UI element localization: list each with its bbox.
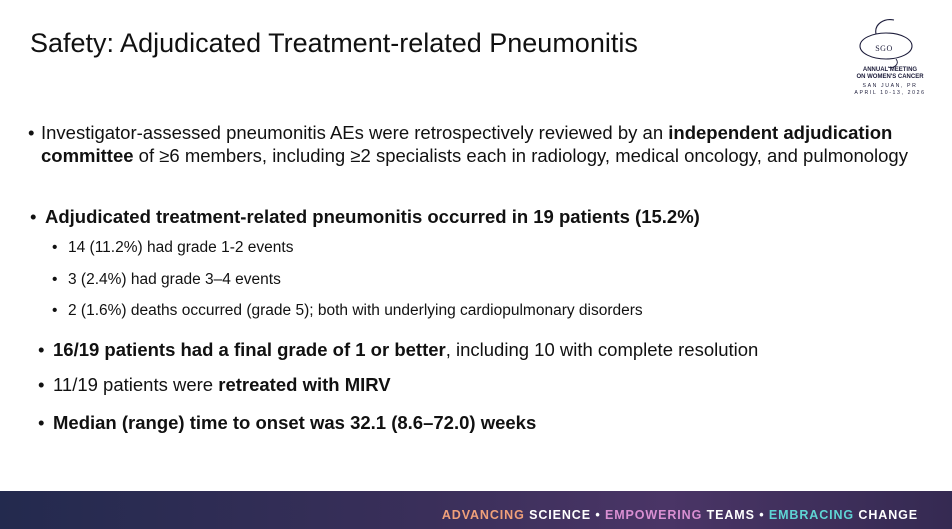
bullet-text xyxy=(38,373,928,396)
tagline-word: EMPOWERING xyxy=(605,508,703,522)
bullet-text-bold: independent adjudication committee xyxy=(41,122,893,166)
bullet-text-bold: Adjudicated treatment-related pneumonitis occurred in 19 patients (15.2%) xyxy=(45,206,700,227)
bullet-glyph: • xyxy=(30,206,37,227)
tagline-word: SCIENCE xyxy=(529,508,591,522)
bullet-text xyxy=(28,121,928,167)
bullet-adjudication xyxy=(28,121,928,167)
bullet-text-part: Investigator-assessed pneumonitis AEs were retrospectively reviewed by an xyxy=(41,122,669,143)
subbullet-grade-1-2 xyxy=(52,238,922,258)
bullet-text xyxy=(38,411,928,434)
bullet-glyph: • xyxy=(28,122,35,143)
bullet-glyph: • xyxy=(52,239,58,256)
bullet-text-bold: retreated with MIRV xyxy=(218,374,391,395)
bullet-glyph: • xyxy=(38,412,45,433)
subbullet-grade-5 xyxy=(52,301,922,321)
tagline-separator: • xyxy=(590,508,605,522)
tagline-word: EMBRACING xyxy=(768,508,855,522)
logo-dates: APRIL 10-13, 2026 xyxy=(854,90,926,96)
subbullet-text: 14 (11.2%) had grade 1-2 events xyxy=(68,239,294,256)
bullet-text-bold: Median (range) time to onset was 32.1 (8.6–72.0) weeks xyxy=(53,412,537,433)
slide-title: Safety: Adjudicated Treatment-related Pneumonitis xyxy=(30,28,638,58)
tagline-word: CHANGE xyxy=(858,508,918,522)
bullet-glyph: • xyxy=(38,339,45,360)
tagline-separator: • xyxy=(754,508,769,522)
bullet-text-part: of ≥6 members, including ≥2 specialists each in radiology, medical oncology, and pulmonology xyxy=(133,145,908,166)
bullet-glyph: • xyxy=(52,271,58,288)
bullet-glyph: • xyxy=(52,302,58,319)
bullet-text xyxy=(30,205,930,228)
logo-swirl-icon xyxy=(848,14,932,70)
bullet-text-part: 11/19 patients were xyxy=(53,374,219,395)
bullet-onset xyxy=(38,411,928,434)
tagline-word: ADVANCING xyxy=(441,508,525,522)
sgo-logo xyxy=(840,14,940,102)
subbullet-text: 2 (1.6%) deaths occurred (grade 5); both with underlying cardiopulmonary disorders xyxy=(68,302,643,319)
logo-place-text xyxy=(840,83,940,97)
subbullet-grade-3-4 xyxy=(52,270,922,290)
tagline-word: TEAMS xyxy=(706,508,755,522)
bullet-glyph: • xyxy=(38,374,45,395)
bullet-text-part: , including 10 with complete resolution xyxy=(445,339,759,360)
logo-line2: ON WOMEN'S CANCER xyxy=(856,73,924,80)
logo-meeting-text xyxy=(840,67,940,80)
bullet-final-grade xyxy=(38,338,928,361)
logo-line1: ANNUAL MEETING xyxy=(862,67,918,73)
subbullet-text: 3 (2.4%) had grade 3–4 events xyxy=(68,271,281,288)
bullet-text-bold: 16/19 patients had a final grade of 1 or better xyxy=(53,339,446,360)
logo-place: SAN JUAN, PR xyxy=(862,83,918,89)
bullet-text xyxy=(38,338,928,361)
footer-tagline xyxy=(442,508,918,522)
bullet-retreated xyxy=(38,373,928,396)
bullet-occurrence xyxy=(30,205,930,228)
logo-abbr: SGO xyxy=(875,44,893,53)
footer-banner xyxy=(0,491,952,529)
